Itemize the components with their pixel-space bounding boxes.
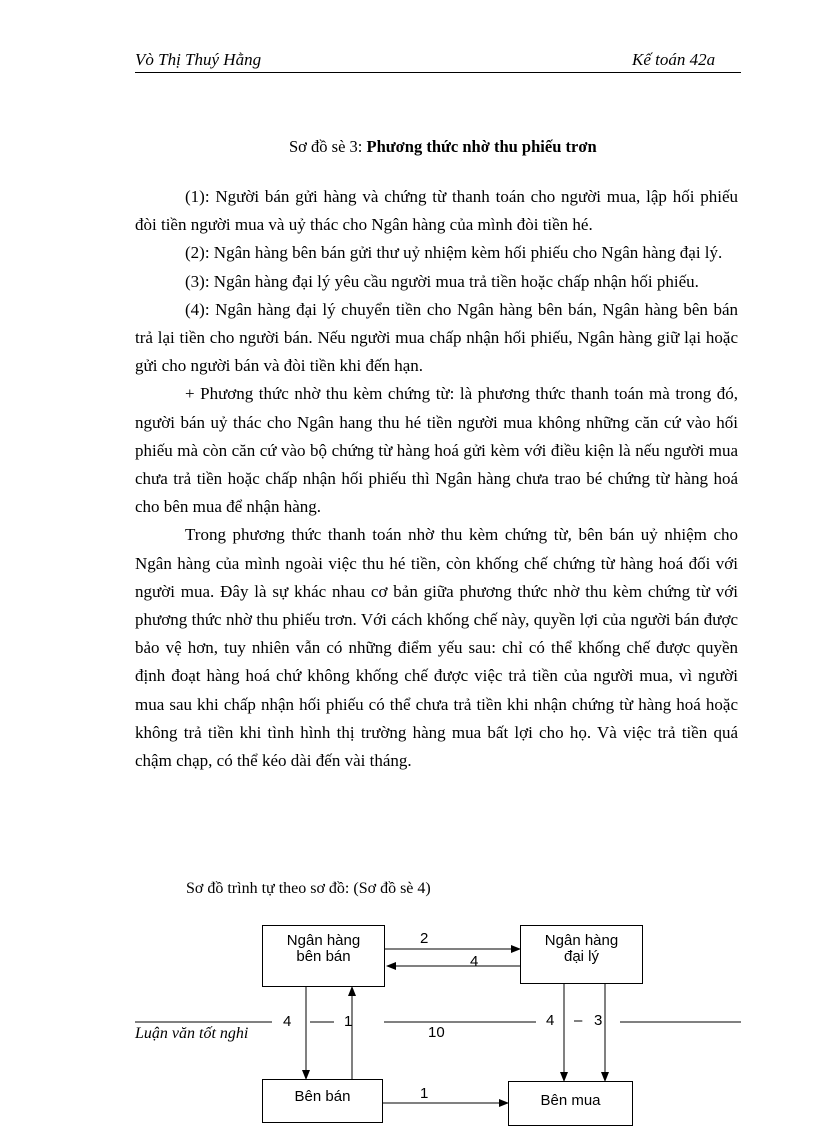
- header-class: Kế toán 42a: [632, 50, 716, 69]
- box-buyer: [508, 1081, 633, 1126]
- paragraph: (3): Ngân hàng đại lý yêu cầu người mua trả tiền hoặc chấp nhận hối phiếu.: [185, 271, 699, 291]
- label-arrow-4-return: 4: [470, 953, 479, 970]
- paragraph: Trong phương thức thanh toán nhờ thu kèm chứng từ, bên bán uỷ nhiệm cho Ngân hàng của mình ngoài việc thu hé tiền, còn khống chế chứng từ hàng hoá đối với người mua. Đây là sự khác nhau cơ bản giữa phương thức nhờ thu kèm chứng từ với phương thức nhờ thu phiếu trơn. Với cách khống chế này, quyền lợi của người bán được bảo vệ hơn, tuy nhiên vẫn có những điểm yếu sau: chỉ có thể khống chế được quyền định đoạt hàng hoá chứ không khống chế được việc trả tiền của người mua, vì người mua sau khi chấp nhận hối phiếu có thể chưa trả tiền khi nhận chứng từ hàng hoá hoặc không trả tiền khi tình hình thị trường hàng mua bất lợi cho họ. Và việc trả tiền quá chậm chạp, có thể kéo dài đến vài tháng.: [135, 525, 738, 771]
- bank-seller-line2: bên bán: [296, 948, 351, 965]
- label-left-down: 4: [283, 1013, 292, 1030]
- paragraph: (2): Ngân hàng bên bán gửi thư uỷ nhiệm kèm hối phiếu cho Ngân hàng đại lý.: [185, 243, 723, 263]
- box-bank-seller: [262, 925, 385, 987]
- box-bank-agent: [520, 925, 643, 984]
- buyer-label: Bên mua: [540, 1092, 601, 1109]
- label-right-down-b: 3: [594, 1012, 603, 1029]
- header-author: Vò Thị Thuý Hằng: [135, 50, 262, 69]
- label-right-dash: –: [574, 1012, 583, 1029]
- label-right-down-a: 4: [546, 1012, 555, 1029]
- diagram-intro: Sơ đồ trình tự theo sơ đồ: (Sơ đồ sè 4): [186, 880, 431, 897]
- seller-label: Bên bán: [294, 1088, 351, 1105]
- label-arrow-2: 2: [420, 930, 429, 947]
- bank-agent-line1: Ngân hàng: [544, 932, 619, 949]
- label-left-up: 1: [344, 1013, 353, 1030]
- bank-agent-line2: đại lý: [563, 948, 600, 965]
- box-seller: [262, 1079, 383, 1123]
- caption-prefix: Sơ đồ sè 3:: [289, 137, 367, 156]
- footer-thesis-label: Luận văn tốt nghi: [135, 1025, 249, 1042]
- label-bottom-arrow: 1: [420, 1085, 429, 1102]
- caption-title: Phương thức nhờ thu phiếu trơn: [366, 137, 597, 156]
- paragraph: + Phương thức nhờ thu kèm chứng từ: là phương thức thanh toán mà trong đó, người bán uỷ thác cho Ngân hang thu hé tiền người mua không những căn cứ vào hối phiếu mà còn căn cứ vào bộ chứng từ hàng hoá gửi kèm với điều kiện là nếu người mua chưa trả tiền hoặc chấp nhận hối phiếu thì Ngân hàng chưa trao bé chứng từ hàng hoá cho bên mua để nhận hàng.: [135, 384, 738, 517]
- paragraph: (1): Người bán gửi hàng và chứng từ thanh toán cho người mua, lập hối phiếu đòi tiền người mua và uỷ thác cho Ngân hàng của mình đòi tiền hé.: [135, 187, 738, 235]
- bank-seller-line1: Ngân hàng: [286, 932, 361, 949]
- paragraph: (4): Ngân hàng đại lý chuyển tiền cho Ngân hàng bên bán, Ngân hàng bên bán trả lại tiền cho người bán. Nếu người mua chấp nhận hối phiếu, Ngân hàng giữ lại hoặc gửi cho người bán và đòi tiền khi đến hạn.: [135, 299, 738, 376]
- page-number: 10: [428, 1024, 445, 1041]
